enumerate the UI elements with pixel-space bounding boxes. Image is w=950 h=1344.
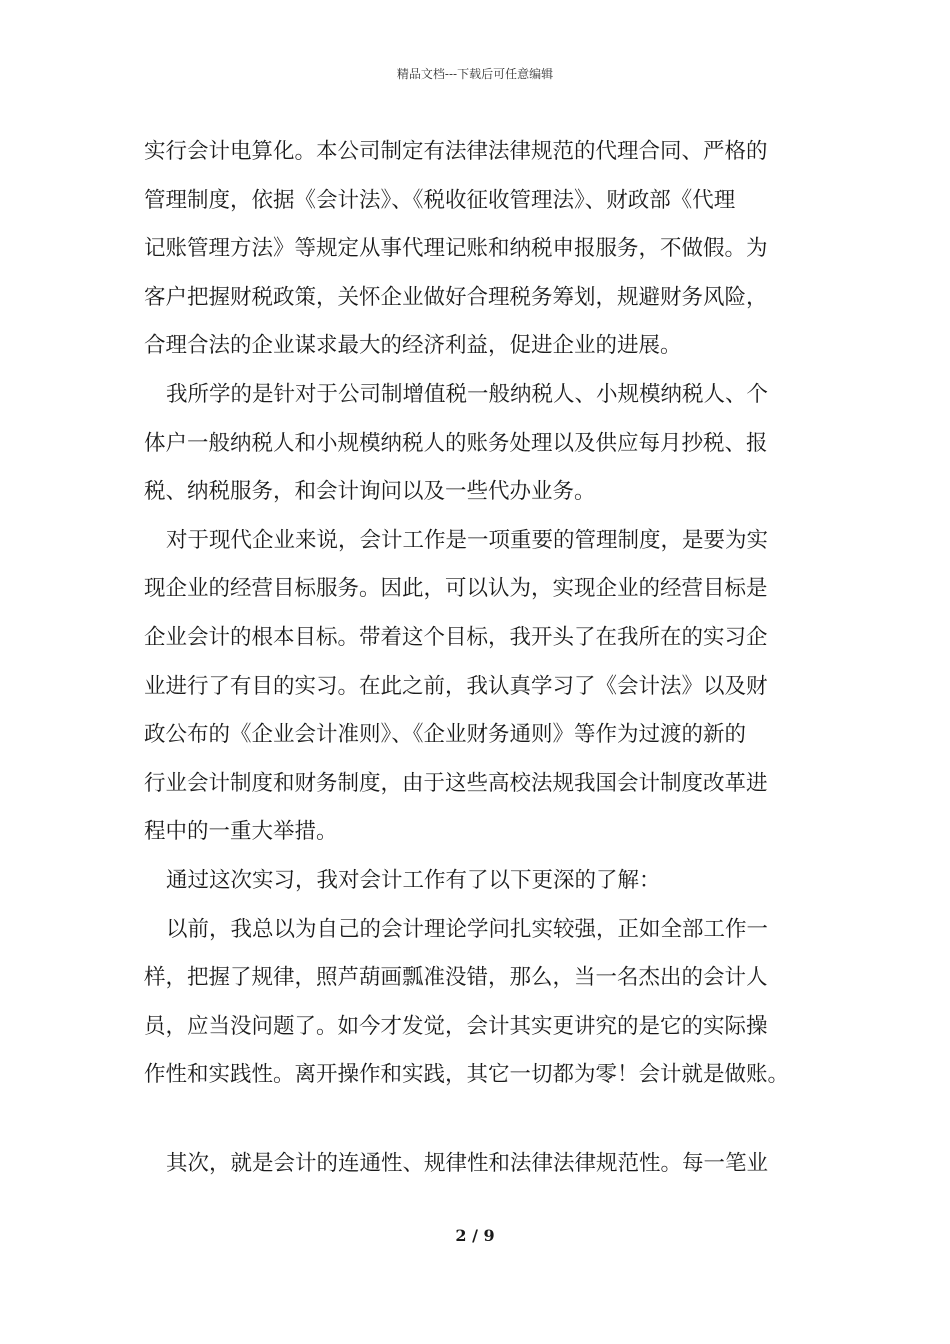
text-line: 其次，就是会计的连通性、规律性和法律法律规范性。每一笔业 [166,1150,769,1176]
document-header [0,66,950,82]
text-line: 体户一般纳税人和小规模纳税人的账务处理以及供应每月抄税、报 [144,430,768,456]
page-total: 9 [483,1226,495,1245]
text-line: 样，把握了规律，照芦葫画瓢准没错，那么，当一名杰出的会计人 [144,965,768,991]
text-line: 作性和实践性。离开操作和实践，其它一切都为零！会计就是做账。 [144,1062,790,1088]
header-text: 精品文档---下载后可任意编辑 [396,67,554,81]
page-number: 2 [455,1226,467,1245]
paragraph-2 [144,371,814,517]
text-line: 通过这次实习，我对会计工作有了以下更深的了解： [166,867,661,893]
text-line: 行业会计制度和财务制度，由于这些高校法规我国会计制度改革进 [144,770,768,796]
paragraph-5 [144,906,814,1100]
text-line: 员，应当没问题了。如今才发觉，会计其实更讲究的是它的实际操 [144,1013,768,1039]
text-line: 业进行了有目的实习。在此之前，我认真学习了《会计法》以及财 [144,673,768,699]
text-line: 企业会计的根本目标。带着这个目标，我开头了在我所在的实习企 [144,624,768,650]
text-line: 合理合法的企业谋求最大的经济利益，促进企业的进展。 [144,333,682,359]
paragraph-3 [144,517,814,857]
text-line: 客户把握财税政策，关怀企业做好合理税务筹划，规避财务风险， [144,284,768,310]
paragraph-6 [144,1140,814,1189]
paragraph-4 [144,857,814,906]
text-line: 以前，我总以为自己的会计理论学问扎实较强，正如全部工作一 [166,916,769,942]
document-body [144,128,814,1188]
text-line: 税、纳税服务，和会计询问以及一些代办业务。 [144,479,596,505]
text-line: 记账管理方法》等规定从事代理记账和纳税申报服务，不做假。为 [144,236,768,262]
paragraph-1 [144,128,814,371]
text-line: 我所学的是针对于公司制增值税一般纳税人、小规模纳税人、个 [166,381,769,407]
text-line: 对于现代企业来说，会计工作是一项重要的管理制度，是要为实 [166,527,769,553]
text-line: 现企业的经营目标服务。因此，可以认为，实现企业的经营目标是 [144,576,768,602]
text-line: 实行会计电算化。本公司制定有法律法律规范的代理合同、严格的 [144,139,768,164]
text-line: 政公布的《企业会计准则》、《企业财务通则》等作为过渡的新的 [144,722,747,748]
page-separator: / [472,1226,478,1245]
text-line: 管理制度，依据《会计法》、《税收征收管理法》、财政部《代理 [144,187,736,213]
text-line: 程中的一重大举措。 [144,819,338,845]
page-indicator [0,1226,950,1246]
paragraph-gap [144,1100,814,1140]
